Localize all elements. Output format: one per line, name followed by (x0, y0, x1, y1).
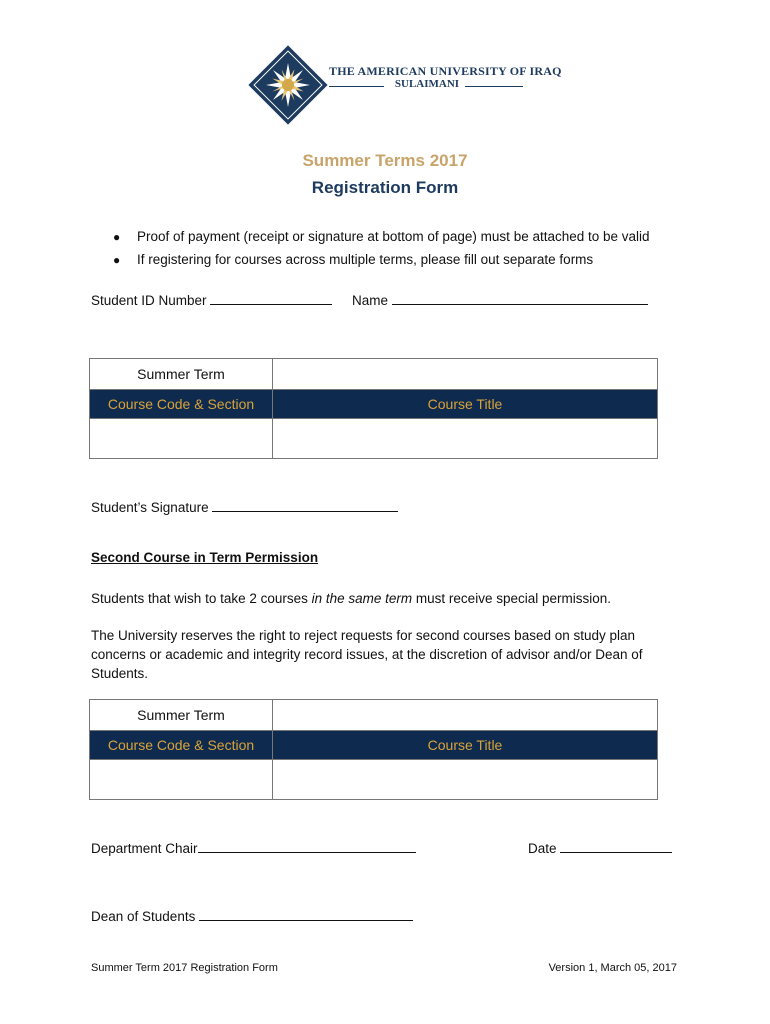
list-item (113, 248, 650, 271)
summer-term-label: Summer Term (90, 700, 273, 731)
date-field[interactable] (560, 838, 672, 853)
name-row (352, 290, 648, 308)
logo-wordmark-line1: THE AMERICAN UNIVERSITY OF IRAQ (329, 64, 562, 78)
department-chair-row (91, 838, 416, 856)
student-id-label: Student ID Number (91, 293, 207, 308)
signature-row (91, 497, 398, 515)
course-code-header: Course Code & Section (90, 731, 273, 760)
course-title-header: Course Title (273, 390, 658, 419)
course-title-field[interactable] (273, 419, 658, 459)
logo-rule-right (465, 86, 523, 87)
course-table-1 (89, 358, 658, 459)
permission-paragraph-1 (91, 589, 671, 608)
course-title-header: Course Title (273, 731, 658, 760)
student-id-row (91, 290, 332, 308)
university-logo (247, 44, 562, 126)
department-chair-label: Department Chair (91, 841, 198, 856)
dean-row (91, 906, 413, 924)
dean-label: Dean of Students (91, 909, 196, 924)
department-chair-field[interactable] (198, 838, 416, 853)
sunburst-emblem-icon (247, 44, 329, 126)
permission-text-before: Students that wish to take 2 courses (91, 591, 312, 606)
dean-field[interactable] (199, 906, 413, 921)
date-label: Date (528, 841, 557, 856)
logo-wordmark-line2: SULAIMANI (394, 78, 460, 90)
course-code-header: Course Code & Section (90, 390, 273, 419)
bullet-icon: ● (113, 229, 121, 244)
signature-label: Student’s Signature (91, 500, 209, 515)
instruction-text: Proof of payment (receipt or signature at bottom of page) must be attached to be valid (137, 229, 650, 244)
permission-paragraph-2: The University reserves the right to reject requests for second courses based on study plan concerns or academic and integrity record issues, at the discretion of advisor and/or Dean of Students. (91, 628, 643, 681)
footer-right: Version 1, March 05, 2017 (548, 962, 677, 974)
summer-term-field[interactable] (273, 359, 658, 390)
bullet-icon: ● (113, 252, 121, 267)
instruction-text: If registering for courses across multiple terms, please fill out separate forms (137, 252, 594, 267)
permission-text-italic: in the same term (311, 591, 413, 606)
signature-field[interactable] (212, 497, 398, 512)
summer-term-label: Summer Term (90, 359, 273, 390)
list-item (113, 225, 650, 248)
instructions-list (113, 225, 650, 271)
name-label: Name (352, 293, 389, 308)
form-subtitle: Registration Form (311, 178, 459, 197)
date-row (528, 838, 672, 856)
summer-term-field[interactable] (273, 700, 658, 731)
form-title: Summer Terms 2017 (302, 151, 468, 170)
course-title-field[interactable] (273, 760, 658, 800)
course-code-field[interactable] (90, 419, 273, 459)
student-id-field[interactable] (210, 290, 332, 305)
course-table-2 (89, 699, 658, 800)
footer-left: Summer Term 2017 Registration Form (91, 962, 278, 974)
name-field[interactable] (392, 290, 648, 305)
permission-text-after: must receive special permission. (412, 591, 611, 606)
course-code-field[interactable] (90, 760, 273, 800)
permission-heading: Second Course in Term Permission (91, 550, 319, 565)
